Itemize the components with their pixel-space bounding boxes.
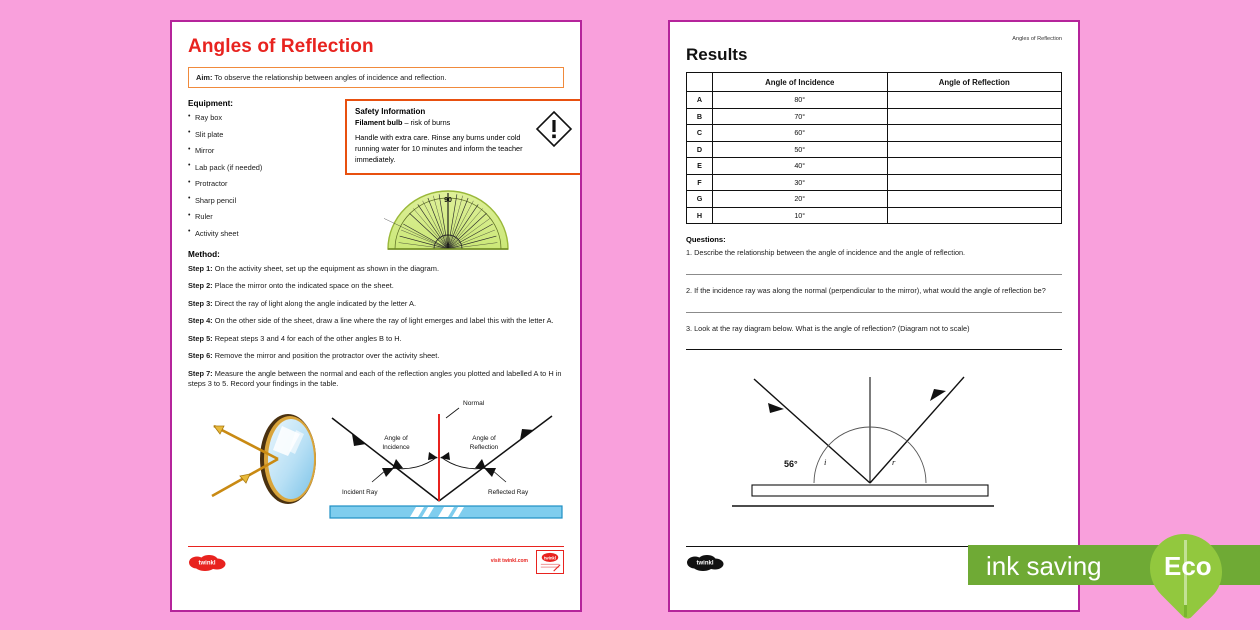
eco-badge-text: ink saving <box>986 551 1102 581</box>
table-row <box>687 108 1062 125</box>
equipment-safety-row <box>188 99 564 238</box>
cell-reflection-blank[interactable] <box>887 108 1062 125</box>
cell-reflection-blank[interactable] <box>887 141 1062 158</box>
cell-incidence: 60° <box>713 125 888 142</box>
method-step <box>188 351 564 361</box>
row-letter: B <box>687 108 713 125</box>
results-table <box>686 72 1062 224</box>
leaf-stem <box>1184 605 1187 617</box>
cell-incidence: 50° <box>713 141 888 158</box>
incident-ray-label: Incident Ray <box>342 489 378 497</box>
row-letter: G <box>687 191 713 208</box>
list-item: • Sharp pencil <box>188 196 338 205</box>
worksheet-page-2 <box>668 20 1080 612</box>
row-letter: H <box>687 207 713 224</box>
method-step <box>188 264 564 274</box>
column-header-blank <box>687 73 713 92</box>
table-row <box>687 125 1062 142</box>
step-label: Step 1: <box>188 263 213 273</box>
table-row <box>687 158 1062 175</box>
method-heading: Method: <box>188 249 220 259</box>
reflected-ray-label: Reflected Ray <box>488 489 529 497</box>
safety-title: Safety Information <box>355 107 426 117</box>
equipment-list <box>188 113 338 238</box>
table-row <box>687 207 1062 224</box>
table-row <box>687 174 1062 191</box>
results-title: Results <box>686 45 748 64</box>
worksheet-page-1 <box>170 20 582 612</box>
step-text: Direct the ray of light along the angle indicated by the letter A. <box>212 298 417 308</box>
safety-subtitle-bold: Filament bulb <box>355 117 403 127</box>
cell-reflection-blank[interactable] <box>887 92 1062 109</box>
ink-saving-eco-badge <box>968 537 1260 593</box>
table-header-row <box>687 73 1062 92</box>
column-header-incidence: Angle of Incidence <box>713 73 888 92</box>
cell-incidence: 70° <box>713 108 888 125</box>
cell-incidence: 30° <box>713 174 888 191</box>
cell-reflection-blank[interactable] <box>887 174 1062 191</box>
angle-of-reflection-label-line2: Reflection <box>469 444 499 452</box>
warning-exclamation-icon <box>534 109 574 149</box>
cell-incidence: 10° <box>713 207 888 224</box>
list-item: • Lab pack (if needed) <box>188 163 338 172</box>
reflection-ray-diagram <box>324 396 574 524</box>
cell-reflection-blank[interactable] <box>887 125 1062 142</box>
answer-line-3[interactable] <box>686 349 1062 350</box>
row-letter: E <box>687 158 713 175</box>
method-step <box>188 334 564 344</box>
safety-information-box <box>345 99 582 174</box>
step-label: Step 4: <box>188 316 213 326</box>
step-label: Step 5: <box>188 333 213 343</box>
eco-badge-word: Eco <box>1164 551 1212 581</box>
visit-twinkl-link[interactable]: visit twinkl.com <box>490 558 528 564</box>
cell-reflection-blank[interactable] <box>887 158 1062 175</box>
aim-box <box>188 67 564 88</box>
list-item: • Ruler <box>188 212 338 221</box>
reflection-symbol-label: r <box>892 456 896 467</box>
column-header-reflection: Angle of Reflection <box>887 73 1062 92</box>
mirror-ray-illustration <box>200 404 330 516</box>
step-text: Remove the mirror and position the protractor over the activity sheet. <box>212 351 440 361</box>
protractor-icon <box>384 187 512 258</box>
step-text: On the other side of the sheet, draw a line where the ray of light emerges and label this with the letter A. <box>212 316 554 326</box>
table-row <box>687 191 1062 208</box>
list-item: • Ray box <box>188 113 338 122</box>
diagram-row <box>188 396 564 524</box>
safety-body-text: Handle with extra care. Rinse any burns under cold running water for 10 minutes and inform the teacher immediately. <box>355 132 523 164</box>
angle-of-incidence-label-line2: Incidence <box>382 444 410 452</box>
step-label: Step 3: <box>188 298 213 308</box>
step-text: Measure the angle between the normal and each of the reflection angles you plotted and labelled A to H in steps 3 to 5. Record your findings in the table. <box>188 368 562 388</box>
twinkl-logo <box>686 554 726 571</box>
page-title: Angles of Reflection <box>188 36 374 57</box>
row-letter: A <box>687 92 713 109</box>
method-step <box>188 369 564 389</box>
angle-of-reflection-label-line1: Angle of <box>472 435 496 443</box>
method-step <box>188 316 564 326</box>
cell-incidence: 40° <box>713 158 888 175</box>
step-text: Repeat steps 3 and 4 for each of the other angles B to H. <box>212 333 402 343</box>
aim-text: To observe the relationship between angles of incidence and reflection. <box>212 73 447 82</box>
aim-label: Aim: <box>196 73 213 82</box>
angle-value-label: 56° <box>784 458 798 469</box>
step-label: Step 2: <box>188 281 213 291</box>
svg-text:twinkl: twinkl <box>544 555 556 561</box>
cell-incidence: 20° <box>713 191 888 208</box>
twinkl-mini-card-icon <box>536 550 564 574</box>
list-item: • Protractor <box>188 179 338 188</box>
normal-label: Normal <box>463 400 485 408</box>
svg-text:twinkl: twinkl <box>696 560 714 567</box>
incidence-symbol-label: i <box>824 456 827 467</box>
table-row <box>687 141 1062 158</box>
angle-of-incidence-label-line1: Angle of <box>384 435 408 443</box>
protractor-center-label: 90 <box>444 197 452 205</box>
question-3: 3. Look at the ray diagram below. What is the angle of reflection? (Diagram not to scale) <box>686 324 970 334</box>
table-row <box>687 92 1062 109</box>
svg-text:twinkl: twinkl <box>198 560 216 567</box>
step-text: On the activity sheet, set up the equipment as shown in the diagram. <box>212 263 440 273</box>
list-item: • Slit plate <box>188 130 338 139</box>
safety-subtitle-rest: – risk of burns <box>402 117 451 127</box>
equipment-heading: Equipment: <box>188 99 234 109</box>
cell-reflection-blank[interactable] <box>887 207 1062 224</box>
twinkl-logo <box>188 554 228 571</box>
row-letter: D <box>687 141 713 158</box>
answer-line-2[interactable] <box>686 312 1062 313</box>
step-text: Place the mirror onto the indicated space on the sheet. <box>212 281 394 291</box>
list-item: • Mirror <box>188 146 338 155</box>
page-2-header-title: Angles of Reflection <box>1012 36 1062 42</box>
answer-line-1[interactable] <box>686 274 1062 275</box>
question-3-ray-diagram <box>686 361 1062 511</box>
step-label: Step 6: <box>188 351 213 361</box>
cell-reflection-blank[interactable] <box>887 191 1062 208</box>
questions-heading: Questions: <box>686 235 726 244</box>
question-2: 2. If the incidence ray was along the normal (perpendicular to the mirror), what would the angle of reflection be? <box>686 286 1046 296</box>
step-label: Step 7: <box>188 368 213 378</box>
page-1-footer <box>188 546 564 576</box>
cell-incidence: 80° <box>713 92 888 109</box>
question-1: 1. Describe the relationship between the angle of incidence and the angle of reflection. <box>686 248 966 257</box>
method-step <box>188 281 564 291</box>
list-item: • Activity sheet <box>188 229 338 238</box>
method-step <box>188 299 564 309</box>
q3-diagram-svg <box>732 361 1032 511</box>
row-letter: F <box>687 174 713 191</box>
row-letter: C <box>687 125 713 142</box>
